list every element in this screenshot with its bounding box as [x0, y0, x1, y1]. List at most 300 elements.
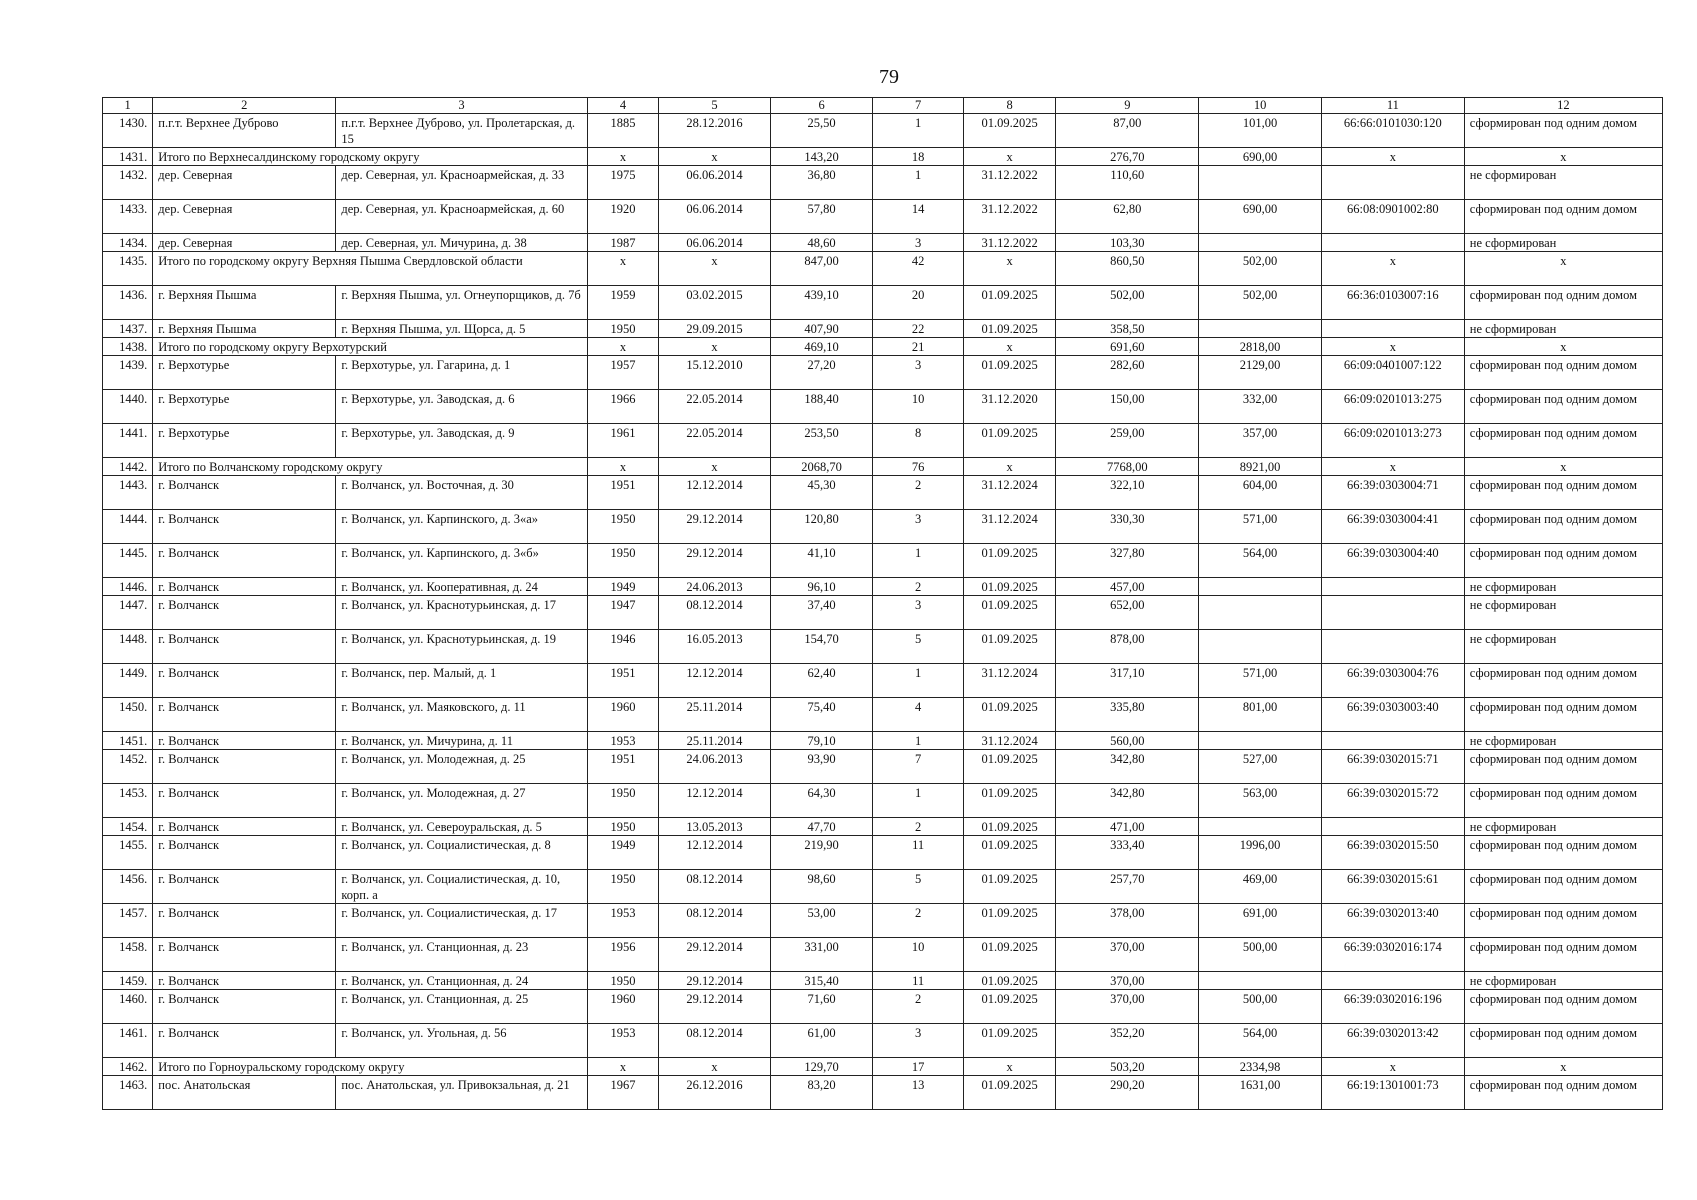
table-cell: 847,00 — [770, 252, 873, 286]
table-cell: 87,00 — [1056, 114, 1199, 148]
table-cell: сформирован под одним домом — [1464, 390, 1662, 424]
table-cell: 66:39:0302013:40 — [1321, 904, 1464, 938]
table-cell: дер. Северная, ул. Мичурина, д. 38 — [336, 234, 587, 252]
table-cell: 500,00 — [1199, 990, 1322, 1024]
table-cell: г. Волчанск — [153, 578, 336, 596]
table-row — [103, 544, 1663, 578]
table-cell: 25,50 — [770, 114, 873, 148]
table-cell: 282,60 — [1056, 356, 1199, 390]
table-cell: г. Волчанск, ул. Станционная, д. 23 — [336, 938, 587, 972]
table-cell: 1430. — [103, 114, 153, 148]
table-cell: г. Волчанск — [153, 750, 336, 784]
table-cell: 1455. — [103, 836, 153, 870]
table-cell: сформирован под одним домом — [1464, 200, 1662, 234]
table-cell: г. Волчанск — [153, 870, 336, 904]
table-cell: 01.09.2025 — [963, 320, 1056, 338]
table-cell: 1953 — [587, 732, 658, 750]
table-cell: г. Волчанск, ул. Социалистическая, д. 8 — [336, 836, 587, 870]
table-cell: 1434. — [103, 234, 153, 252]
table-cell: 563,00 — [1199, 784, 1322, 818]
table-cell: пос. Анатольская — [153, 1076, 336, 1110]
table-cell: 01.09.2025 — [963, 750, 1056, 784]
table-cell: 1960 — [587, 990, 658, 1024]
table-cell: 79,10 — [770, 732, 873, 750]
table-cell: х — [587, 148, 658, 166]
table-cell: г. Верхотурье — [153, 424, 336, 458]
table-cell: 188,40 — [770, 390, 873, 424]
table-cell: 66:39:0302015:72 — [1321, 784, 1464, 818]
table-cell: 7 — [873, 750, 964, 784]
subtotal-label: Итого по Горноуральскому городскому округу — [153, 1058, 587, 1076]
table-cell: 342,80 — [1056, 750, 1199, 784]
table-cell: 08.12.2014 — [659, 870, 771, 904]
table-cell: г. Волчанск, ул. Социалистическая, д. 10, корп. а — [336, 870, 587, 904]
table-cell: 03.02.2015 — [659, 286, 771, 320]
table-cell: не сформирован — [1464, 732, 1662, 750]
table-cell — [1199, 596, 1322, 630]
table-cell: 1450. — [103, 698, 153, 732]
table-cell: 08.12.2014 — [659, 596, 771, 630]
table-cell: 370,00 — [1056, 990, 1199, 1024]
header-cell: 3 — [336, 98, 587, 114]
table-cell: 01.09.2025 — [963, 1076, 1056, 1110]
table-cell: сформирован под одним домом — [1464, 286, 1662, 320]
table-cell: х — [963, 1058, 1056, 1076]
table-cell: х — [587, 458, 658, 476]
table-cell: 18 — [873, 148, 964, 166]
table-cell: 502,00 — [1199, 286, 1322, 320]
table-cell: 502,00 — [1056, 286, 1199, 320]
table-cell: 1885 — [587, 114, 658, 148]
table-cell: х — [587, 1058, 658, 1076]
table-cell — [1199, 166, 1322, 200]
table-cell: 1950 — [587, 544, 658, 578]
table-cell: 1 — [873, 732, 964, 750]
table-cell: 1443. — [103, 476, 153, 510]
table-cell: 1461. — [103, 1024, 153, 1058]
table-cell: 571,00 — [1199, 510, 1322, 544]
table-cell: 1957 — [587, 356, 658, 390]
table-cell: 691,60 — [1056, 338, 1199, 356]
table-cell: 378,00 — [1056, 904, 1199, 938]
table-cell: 503,20 — [1056, 1058, 1199, 1076]
table-row — [103, 938, 1663, 972]
header-cell: 12 — [1464, 98, 1662, 114]
table-cell — [1321, 234, 1464, 252]
table-cell: дер. Северная, ул. Красноармейская, д. 60 — [336, 200, 587, 234]
subtotal-label: Итого по городскому округу Верхотурский — [153, 338, 587, 356]
table-cell: сформирован под одним домом — [1464, 356, 1662, 390]
table-cell: 8921,00 — [1199, 458, 1322, 476]
table-cell: 110,60 — [1056, 166, 1199, 200]
table-cell: 4 — [873, 698, 964, 732]
table-cell: п.г.т. Верхнее Дуброво — [153, 114, 336, 148]
table-cell: 66:39:0302016:196 — [1321, 990, 1464, 1024]
table-cell: х — [963, 252, 1056, 286]
table-cell: г. Верхотурье — [153, 356, 336, 390]
table-cell: 3 — [873, 510, 964, 544]
table-cell: 22 — [873, 320, 964, 338]
table-cell: 66:39:0303004:71 — [1321, 476, 1464, 510]
table-cell: 29.09.2015 — [659, 320, 771, 338]
table-cell: 1967 — [587, 1076, 658, 1110]
table-cell: сформирован под одним домом — [1464, 784, 1662, 818]
table-cell: 1949 — [587, 836, 658, 870]
subtotal-row — [103, 458, 1663, 476]
table-cell: х — [963, 458, 1056, 476]
table-cell: 17 — [873, 1058, 964, 1076]
table-cell: 290,20 — [1056, 1076, 1199, 1110]
table-cell: сформирован под одним домом — [1464, 114, 1662, 148]
table-cell: 219,90 — [770, 836, 873, 870]
table-cell: г. Волчанск — [153, 818, 336, 836]
table-cell: 370,00 — [1056, 938, 1199, 972]
table-cell: х — [659, 338, 771, 356]
table-cell: г. Верхняя Пышма, ул. Огнеупорщиков, д. 7б — [336, 286, 587, 320]
table-row — [103, 630, 1663, 664]
table-cell: 1432. — [103, 166, 153, 200]
table-cell: х — [1321, 458, 1464, 476]
table-cell: 1444. — [103, 510, 153, 544]
table-cell: х — [1464, 148, 1662, 166]
table-cell: 1951 — [587, 476, 658, 510]
table-cell: 1946 — [587, 630, 658, 664]
table-cell: не сформирован — [1464, 320, 1662, 338]
table-cell: 370,00 — [1056, 972, 1199, 990]
table-cell: х — [1464, 458, 1662, 476]
table-cell: 801,00 — [1199, 698, 1322, 732]
table-cell: сформирован под одним домом — [1464, 544, 1662, 578]
table-cell — [1199, 630, 1322, 664]
table-cell — [1199, 732, 1322, 750]
table-cell — [1321, 732, 1464, 750]
table-cell: 129,70 — [770, 1058, 873, 1076]
table-cell: сформирован под одним домом — [1464, 904, 1662, 938]
table-cell: 01.09.2025 — [963, 904, 1056, 938]
table-cell: 1452. — [103, 750, 153, 784]
table-cell: 41,10 — [770, 544, 873, 578]
table-cell: 11 — [873, 836, 964, 870]
table-cell: 604,00 — [1199, 476, 1322, 510]
table-cell: 06.06.2014 — [659, 166, 771, 200]
table-cell: 53,00 — [770, 904, 873, 938]
table-cell: 1966 — [587, 390, 658, 424]
table-cell: 469,00 — [1199, 870, 1322, 904]
table-row — [103, 972, 1663, 990]
table-cell: 66:39:0302015:50 — [1321, 836, 1464, 870]
table-cell: 1959 — [587, 286, 658, 320]
table-cell: 01.09.2025 — [963, 836, 1056, 870]
table-cell: 2818,00 — [1199, 338, 1322, 356]
table-cell: х — [659, 458, 771, 476]
table-cell: 1950 — [587, 972, 658, 990]
table-cell: 1951 — [587, 750, 658, 784]
table-cell: 01.09.2025 — [963, 424, 1056, 458]
table-cell: 276,70 — [1056, 148, 1199, 166]
table-cell: 1 — [873, 784, 964, 818]
table-cell: 01.09.2025 — [963, 870, 1056, 904]
table-cell: 24.06.2013 — [659, 578, 771, 596]
table-cell: г. Волчанск — [153, 836, 336, 870]
table-cell: 20 — [873, 286, 964, 320]
table-cell: г. Волчанск, ул. Карпинского, д. 3«а» — [336, 510, 587, 544]
table-cell: 25.11.2014 — [659, 732, 771, 750]
table-cell: 1950 — [587, 510, 658, 544]
table-cell: 327,80 — [1056, 544, 1199, 578]
table-cell: 150,00 — [1056, 390, 1199, 424]
table-cell: 66:09:0401007:122 — [1321, 356, 1464, 390]
table-cell: не сформирован — [1464, 818, 1662, 836]
table-cell: 62,40 — [770, 664, 873, 698]
table-cell: 439,10 — [770, 286, 873, 320]
table-cell: г. Волчанск, ул. Карпинского, д. 3«б» — [336, 544, 587, 578]
table-cell: г. Волчанск, ул. Станционная, д. 24 — [336, 972, 587, 990]
table-cell: 471,00 — [1056, 818, 1199, 836]
table-cell: 330,30 — [1056, 510, 1199, 544]
table-cell: 64,30 — [770, 784, 873, 818]
table-cell: 1987 — [587, 234, 658, 252]
table-cell: г. Волчанск, пер. Малый, д. 1 — [336, 664, 587, 698]
table-cell: 1920 — [587, 200, 658, 234]
table-cell: г. Волчанск, ул. Мичурина, д. 11 — [336, 732, 587, 750]
table-row — [103, 1076, 1663, 1110]
table-cell: сформирован под одним домом — [1464, 510, 1662, 544]
table-cell: г. Волчанск — [153, 990, 336, 1024]
table-cell — [1321, 630, 1464, 664]
table-cell: 24.06.2013 — [659, 750, 771, 784]
table-cell: 1460. — [103, 990, 153, 1024]
table-cell: 3 — [873, 356, 964, 390]
table-cell: 2 — [873, 476, 964, 510]
table-cell: сформирован под одним домом — [1464, 424, 1662, 458]
table-cell: 1947 — [587, 596, 658, 630]
table-cell: 01.09.2025 — [963, 698, 1056, 732]
table-cell: 22.05.2014 — [659, 390, 771, 424]
table-row — [103, 818, 1663, 836]
table-cell: г. Верхняя Пышма, ул. Щорса, д. 5 — [336, 320, 587, 338]
table-cell: х — [1321, 148, 1464, 166]
table-cell: 1435. — [103, 252, 153, 286]
table-cell: 22.05.2014 — [659, 424, 771, 458]
table-cell: 66:39:0303004:41 — [1321, 510, 1464, 544]
table-cell: сформирован под одним домом — [1464, 836, 1662, 870]
table-cell: 08.12.2014 — [659, 904, 771, 938]
table-cell: 564,00 — [1199, 544, 1322, 578]
table-cell — [1199, 972, 1322, 990]
table-cell: 691,00 — [1199, 904, 1322, 938]
table-cell: х — [659, 1058, 771, 1076]
table-cell: 1458. — [103, 938, 153, 972]
table-cell: дер. Северная — [153, 166, 336, 200]
header-cell: 11 — [1321, 98, 1464, 114]
table-cell: 1 — [873, 166, 964, 200]
table-cell: 1953 — [587, 904, 658, 938]
table-cell: 332,00 — [1199, 390, 1322, 424]
table-cell: 315,40 — [770, 972, 873, 990]
table-cell: 690,00 — [1199, 200, 1322, 234]
table-row — [103, 732, 1663, 750]
table-cell: 66:39:0303004:76 — [1321, 664, 1464, 698]
table-cell: г. Верхняя Пышма — [153, 320, 336, 338]
table-cell: пос. Анатольская, ул. Привокзальная, д. 21 — [336, 1076, 587, 1110]
table-cell: г. Волчанск, ул. Краснотурьинская, д. 19 — [336, 630, 587, 664]
table-cell: 66:66:0101030:120 — [1321, 114, 1464, 148]
table-cell: 01.09.2025 — [963, 630, 1056, 664]
table-cell: 1454. — [103, 818, 153, 836]
table-cell: сформирован под одним домом — [1464, 476, 1662, 510]
table-cell: 469,10 — [770, 338, 873, 356]
table-cell: 1459. — [103, 972, 153, 990]
table-cell: 1950 — [587, 818, 658, 836]
table-cell: сформирован под одним домом — [1464, 664, 1662, 698]
table-cell: 335,80 — [1056, 698, 1199, 732]
table-cell: г. Волчанск — [153, 972, 336, 990]
table-cell: х — [659, 252, 771, 286]
table-cell: 1950 — [587, 320, 658, 338]
table-cell — [1199, 234, 1322, 252]
table-cell: г. Волчанск, ул. Угольная, д. 56 — [336, 1024, 587, 1058]
table-cell: 45,30 — [770, 476, 873, 510]
table-cell: 1447. — [103, 596, 153, 630]
table-cell: 31.12.2020 — [963, 390, 1056, 424]
table-cell: 31.12.2024 — [963, 664, 1056, 698]
subtotal-row — [103, 252, 1663, 286]
table-cell: 502,00 — [1199, 252, 1322, 286]
table-cell: х — [1464, 1058, 1662, 1076]
table-cell — [1321, 578, 1464, 596]
table-cell: 01.09.2025 — [963, 938, 1056, 972]
table-cell: 1 — [873, 664, 964, 698]
table-cell: 57,80 — [770, 200, 873, 234]
table-cell: дер. Северная — [153, 234, 336, 252]
table-cell: 01.09.2025 — [963, 356, 1056, 390]
table-cell: дер. Северная, ул. Красноармейская, д. 33 — [336, 166, 587, 200]
table-row — [103, 990, 1663, 1024]
table-row — [103, 166, 1663, 200]
table-cell: 1451. — [103, 732, 153, 750]
subtotal-row — [103, 148, 1663, 166]
table-row — [103, 870, 1663, 904]
table-cell: г. Волчанск, ул. Восточная, д. 30 — [336, 476, 587, 510]
table-cell: 358,50 — [1056, 320, 1199, 338]
table-cell: 2129,00 — [1199, 356, 1322, 390]
table-cell: г. Волчанск — [153, 698, 336, 732]
table-cell: г. Верхотурье, ул. Заводская, д. 6 — [336, 390, 587, 424]
table-cell: 66:09:0201013:273 — [1321, 424, 1464, 458]
table-cell: г. Волчанск — [153, 596, 336, 630]
table-cell: 12.12.2014 — [659, 784, 771, 818]
table-cell: г. Верхотурье — [153, 390, 336, 424]
table-cell: г. Волчанск, ул. Маяковского, д. 11 — [336, 698, 587, 732]
table-cell: 7768,00 — [1056, 458, 1199, 476]
table-cell: г. Волчанск, ул. Кооперативная, д. 24 — [336, 578, 587, 596]
table-cell: 1631,00 — [1199, 1076, 1322, 1110]
table-cell: 71,60 — [770, 990, 873, 1024]
table-cell: 29.12.2014 — [659, 510, 771, 544]
table-cell: 652,00 — [1056, 596, 1199, 630]
table-cell: 66:19:1301001:73 — [1321, 1076, 1464, 1110]
table-cell: 62,80 — [1056, 200, 1199, 234]
table-cell: 1996,00 — [1199, 836, 1322, 870]
subtotal-row — [103, 338, 1663, 356]
header-cell: 1 — [103, 98, 153, 114]
table-cell: 31.12.2024 — [963, 476, 1056, 510]
table-cell: х — [587, 338, 658, 356]
table-cell: 1953 — [587, 1024, 658, 1058]
table-cell: 10 — [873, 938, 964, 972]
table-cell: 01.09.2025 — [963, 990, 1056, 1024]
table-cell — [1199, 320, 1322, 338]
table-cell — [1321, 166, 1464, 200]
table-cell: 1950 — [587, 870, 658, 904]
table-cell: г. Волчанск, ул. Социалистическая, д. 17 — [336, 904, 587, 938]
table-cell: 66:39:0302016:174 — [1321, 938, 1464, 972]
table-cell: 31.12.2022 — [963, 200, 1056, 234]
table-cell: 42 — [873, 252, 964, 286]
column-number-header-row — [103, 98, 1663, 114]
table-cell: 1438. — [103, 338, 153, 356]
table-cell: сформирован под одним домом — [1464, 698, 1662, 732]
table-cell: не сформирован — [1464, 972, 1662, 990]
table-cell: 01.09.2025 — [963, 578, 1056, 596]
table-cell: х — [659, 148, 771, 166]
table-cell: 93,90 — [770, 750, 873, 784]
table-cell: 12.12.2014 — [659, 476, 771, 510]
table-row — [103, 114, 1663, 148]
table-cell: 333,40 — [1056, 836, 1199, 870]
table-cell: 5 — [873, 630, 964, 664]
table-cell: 317,10 — [1056, 664, 1199, 698]
table-cell: 66:39:0302013:42 — [1321, 1024, 1464, 1058]
table-cell: г. Волчанск, ул. Краснотурьинская, д. 17 — [336, 596, 587, 630]
table-cell: 690,00 — [1199, 148, 1322, 166]
table-row — [103, 320, 1663, 338]
table-cell: 1439. — [103, 356, 153, 390]
table-row — [103, 424, 1663, 458]
table-row — [103, 356, 1663, 390]
table-cell: 3 — [873, 596, 964, 630]
table-cell: 1949 — [587, 578, 658, 596]
header-cell: 10 — [1199, 98, 1322, 114]
table-cell: 357,00 — [1199, 424, 1322, 458]
table-cell: 76 — [873, 458, 964, 476]
table-row — [103, 596, 1663, 630]
table-cell: 47,70 — [770, 818, 873, 836]
table-cell: 120,80 — [770, 510, 873, 544]
table-cell: х — [1321, 1058, 1464, 1076]
table-cell: не сформирован — [1464, 166, 1662, 200]
table-cell: 27,20 — [770, 356, 873, 390]
table-cell: 13.05.2013 — [659, 818, 771, 836]
table-cell: 560,00 — [1056, 732, 1199, 750]
table-cell: 1453. — [103, 784, 153, 818]
table-cell: г. Волчанск, ул. Станционная, д. 25 — [336, 990, 587, 1024]
table-cell: 1950 — [587, 784, 658, 818]
table-cell: 2068,70 — [770, 458, 873, 476]
table-cell: 31.12.2022 — [963, 234, 1056, 252]
table-cell: 2 — [873, 904, 964, 938]
table-cell: 564,00 — [1199, 1024, 1322, 1058]
table-cell: 1437. — [103, 320, 153, 338]
table-cell: 29.12.2014 — [659, 990, 771, 1024]
header-cell: 8 — [963, 98, 1056, 114]
table-cell: 98,60 — [770, 870, 873, 904]
table-cell: 29.12.2014 — [659, 544, 771, 578]
table-cell: 407,90 — [770, 320, 873, 338]
table-cell: 1 — [873, 544, 964, 578]
table-cell: 31.12.2024 — [963, 732, 1056, 750]
table-cell: 571,00 — [1199, 664, 1322, 698]
